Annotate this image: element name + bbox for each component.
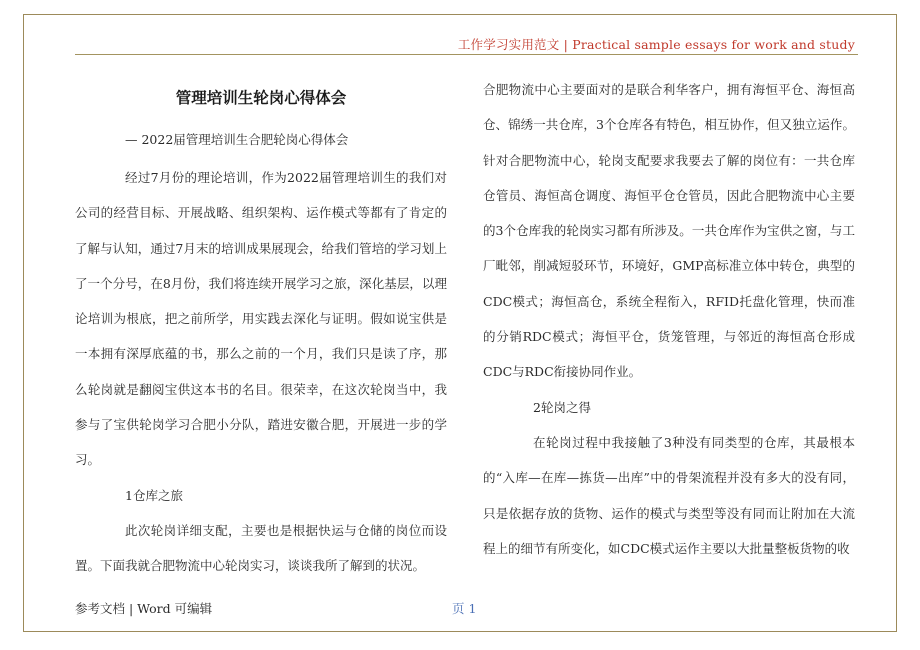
footer-label: 参考文档 | Word 可编辑 — [75, 601, 213, 616]
section-heading-gains: 2轮岗之得 — [533, 399, 591, 415]
document-title: 管理培训生轮岗心得体会 — [175, 88, 347, 107]
header-banner: 工作学习实用范文 | Practical sample essays for work and study — [457, 37, 855, 52]
left-column — [75, 72, 447, 584]
section-heading-warehouse: 1仓库之旅 — [125, 487, 183, 503]
document-subtitle: — 2022届管理培训生合肥轮岗心得体会 — [125, 132, 349, 147]
header-divider — [75, 54, 858, 55]
warehouse-paragraph: 此次轮岗详细支配，主要也是根据快运与仓储的岗位而设置。下面我就合肥物流中心轮岗实习，谈谈我所了解到的状况。 — [75, 522, 447, 574]
intro-paragraph: 经过7月份的理论培训，作为2022届管理培训生的我们对公司的经营目标、开展战略、组织架构、运作模式等都有了肯定的了解与认知，通过7月末的培训成果展现会，给我们管培的学习划上了一个分号，在8月份，我们将连续开展学习之旅，深化基层，以理论培训为根底，把之前所学，用实践去深化与证明。假如说宝供是一本拥有深厚底蕴的书，那么之前的一个月，我们只是读了序，那么轮岗就是翻阅宝供这本书的名目。很荣幸，在这次轮岗当中，我参与了宝供轮岗学习合肥小分队，踏进安徽合肥，开展进一步的学习。 — [75, 170, 447, 468]
gains-paragraph: 在轮岗过程中我接触了3种没有同类型的仓库，其最根本的“入库—在库—拣货—出库”中的骨架流程并没有多大的没有同，只是依据存放的货物、运作的模式与类型等没有同而让附加在大流程上的细节有所变化，如CDC模式运作主要以大批量整板货物的收 — [483, 434, 855, 556]
hefei-center-paragraph: 合肥物流中心主要面对的是联合利华客户，拥有海恒平仓、海恒高仓、锦绣一共仓库，3个仓库各有特色，相互协作，但又独立运作。针对合肥物流中心，轮岗支配要求我要去了解的岗位有：一共仓库仓管员、海恒高仓调度、海恒平仓仓管员，因此合肥物流中心主要的3个仓库我的轮岗实习都有所涉及。一共仓库作为宝供之窗，与工厂毗邻，削减短驳环节，环境好，GMP高标准立体中转仓，典型的CDC模式；海恒高仓，系统全程衔入，RFID托盘化管理，快而准的分销RDC模式；海恒平仓，货笼管理，与邻近的海恒高仓形成CDC与RDC衔接协同作业。 — [483, 82, 855, 380]
page-number: 页 1 — [452, 601, 477, 616]
right-column — [483, 72, 855, 566]
